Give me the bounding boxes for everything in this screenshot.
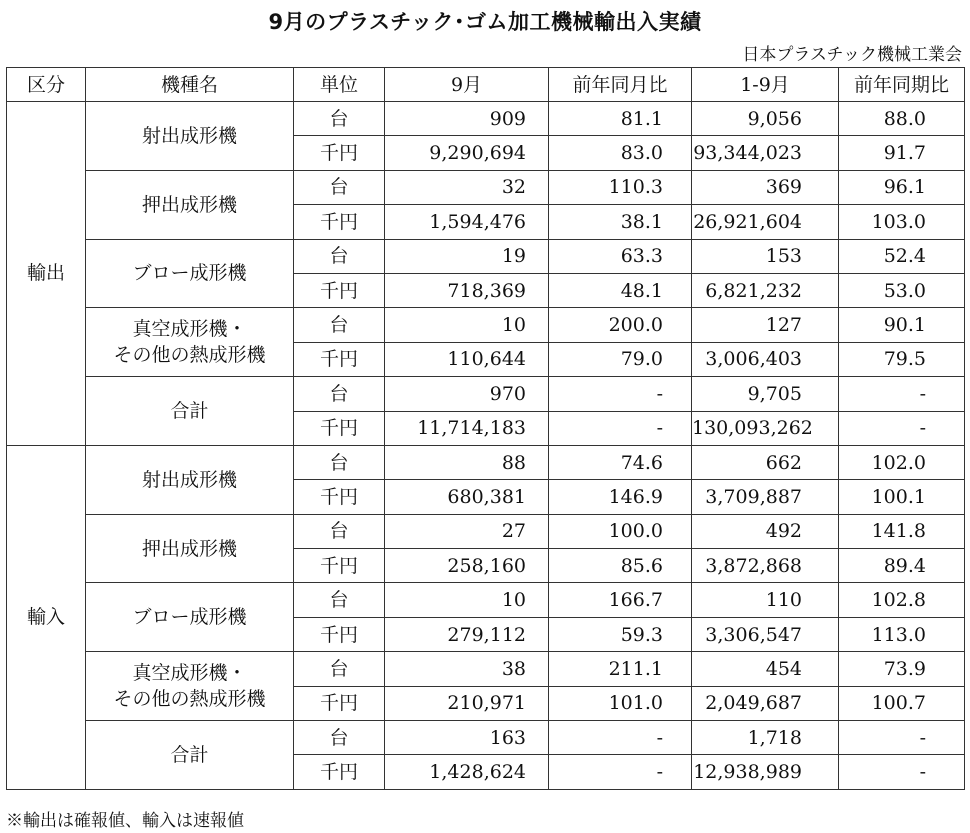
unit-cell: 台 — [294, 583, 385, 617]
yoy-month-value: 101.0 — [549, 686, 692, 720]
jan-sep-value: 369 — [692, 170, 839, 204]
september-value: 680,381 — [385, 480, 549, 514]
yoy-period-value: 102.0 — [839, 445, 965, 479]
september-value: 10 — [385, 583, 549, 617]
jan-sep-value: 26,921,604 — [692, 205, 839, 239]
yoy-period-value: 141.8 — [839, 514, 965, 548]
machine-name-line: 合計 — [170, 400, 209, 423]
yoy-month-value: 83.0 — [549, 136, 692, 170]
jan-sep-value: 153 — [692, 239, 839, 273]
unit-cell: 千円 — [294, 755, 385, 789]
jan-sep-value: 3,872,868 — [692, 549, 839, 583]
section-label: 輸入 — [7, 445, 86, 789]
jan-sep-value: 454 — [692, 652, 839, 686]
september-value: 9,290,694 — [385, 136, 549, 170]
machine-name-line: 合計 — [170, 743, 209, 766]
jan-sep-value: 130,093,262 — [692, 411, 839, 445]
yoy-period-value: 53.0 — [839, 273, 965, 307]
september-value: 110,644 — [385, 342, 549, 376]
september-value: 10 — [385, 308, 549, 342]
september-value: 19 — [385, 239, 549, 273]
unit-cell: 台 — [294, 377, 385, 411]
unit-cell: 千円 — [294, 205, 385, 239]
jan-sep-value: 12,938,989 — [692, 755, 839, 789]
machine-name-cell — [86, 514, 294, 583]
september-value: 279,112 — [385, 617, 549, 651]
unit-cell: 千円 — [294, 411, 385, 445]
unit-cell: 千円 — [294, 480, 385, 514]
header-yoy-month: 前年同月比 — [549, 68, 692, 102]
unit-cell: 千円 — [294, 136, 385, 170]
yoy-period-value: 113.0 — [839, 617, 965, 651]
yoy-period-value: - — [839, 755, 965, 789]
september-value: 163 — [385, 721, 549, 755]
unit-cell: 台 — [294, 652, 385, 686]
unit-cell: 千円 — [294, 549, 385, 583]
yoy-month-value: 166.7 — [549, 583, 692, 617]
machine-name-cell — [86, 308, 294, 377]
unit-cell: 台 — [294, 239, 385, 273]
september-value: 1,594,476 — [385, 205, 549, 239]
machine-name-cell — [86, 377, 294, 446]
september-value: 210,971 — [385, 686, 549, 720]
machine-name-line: その他の熱成形機 — [113, 344, 266, 367]
yoy-month-value: 146.9 — [549, 480, 692, 514]
yoy-month-value: - — [549, 755, 692, 789]
header-machine-type: 機種名 — [86, 68, 294, 102]
jan-sep-value: 9,705 — [692, 377, 839, 411]
jan-sep-value: 110 — [692, 583, 839, 617]
machine-name-cell — [86, 102, 294, 171]
unit-cell: 台 — [294, 445, 385, 479]
jan-sep-value: 3,006,403 — [692, 342, 839, 376]
yoy-period-value: 89.4 — [839, 549, 965, 583]
september-value: 1,428,624 — [385, 755, 549, 789]
september-value: 32 — [385, 170, 549, 204]
yoy-month-value: 110.3 — [549, 170, 692, 204]
yoy-period-value: 103.0 — [839, 205, 965, 239]
table-row — [7, 170, 965, 204]
yoy-period-value: 79.5 — [839, 342, 965, 376]
september-value: 38 — [385, 652, 549, 686]
unit-cell: 台 — [294, 514, 385, 548]
table-row — [7, 583, 965, 617]
unit-cell: 台 — [294, 721, 385, 755]
jan-sep-value: 1,718 — [692, 721, 839, 755]
header-jan-sep: 1-9月 — [692, 68, 839, 102]
jan-sep-value: 3,709,887 — [692, 480, 839, 514]
yoy-period-value: 100.1 — [839, 480, 965, 514]
machine-name-line: ブロー成形機 — [132, 262, 247, 285]
machine-name-cell — [86, 583, 294, 652]
jan-sep-value: 127 — [692, 308, 839, 342]
table-row — [7, 721, 965, 755]
september-value: 909 — [385, 102, 549, 136]
yoy-month-value: 74.6 — [549, 445, 692, 479]
yoy-period-value: 73.9 — [839, 652, 965, 686]
header-september: 9月 — [385, 68, 549, 102]
yoy-period-value: 96.1 — [839, 170, 965, 204]
yoy-month-value: - — [549, 721, 692, 755]
machine-name-line: 真空成形機・ — [132, 318, 247, 341]
machine-name-line: 射出成形機 — [141, 468, 237, 491]
yoy-period-value: - — [839, 411, 965, 445]
machine-name-line: 押出成形機 — [141, 537, 237, 560]
yoy-period-value: 90.1 — [839, 308, 965, 342]
source-label: 日本プラスチック機械工業会 — [742, 45, 962, 65]
unit-cell: 千円 — [294, 686, 385, 720]
yoy-month-value: 59.3 — [549, 617, 692, 651]
yoy-month-value: - — [549, 411, 692, 445]
jan-sep-value: 3,306,547 — [692, 617, 839, 651]
header-row — [7, 68, 965, 102]
yoy-period-value: 88.0 — [839, 102, 965, 136]
table-body — [7, 102, 965, 790]
unit-cell: 台 — [294, 308, 385, 342]
unit-cell: 千円 — [294, 273, 385, 307]
yoy-month-value: 63.3 — [549, 239, 692, 273]
yoy-period-value: 102.8 — [839, 583, 965, 617]
table-row — [7, 102, 965, 136]
jan-sep-value: 2,049,687 — [692, 686, 839, 720]
table-row — [7, 308, 965, 342]
machine-name-cell — [86, 445, 294, 514]
machine-name-cell — [86, 239, 294, 308]
yoy-month-value: 79.0 — [549, 342, 692, 376]
yoy-month-value: 48.1 — [549, 273, 692, 307]
yoy-month-value: 38.1 — [549, 205, 692, 239]
unit-cell: 台 — [294, 102, 385, 136]
yoy-period-value: - — [839, 377, 965, 411]
september-value: 11,714,183 — [385, 411, 549, 445]
september-value: 718,369 — [385, 273, 549, 307]
table-row — [7, 239, 965, 273]
september-value: 258,160 — [385, 549, 549, 583]
footnote: ※輸出は確報値、輸入は速報値 — [6, 811, 244, 831]
header-unit: 単位 — [294, 68, 385, 102]
header-yoy-period: 前年同期比 — [839, 68, 965, 102]
yoy-period-value: 91.7 — [839, 136, 965, 170]
page-title: 9月のプラスチック･ゴム加工機械輸出入実績 — [268, 10, 702, 34]
header-category: 区分 — [7, 68, 86, 102]
machine-name-line: ブロー成形機 — [132, 606, 247, 629]
unit-cell: 千円 — [294, 617, 385, 651]
yoy-month-value: 200.0 — [549, 308, 692, 342]
unit-cell: 千円 — [294, 342, 385, 376]
table-row — [7, 652, 965, 686]
machine-name-line: 押出成形機 — [141, 193, 237, 216]
yoy-month-value: 100.0 — [549, 514, 692, 548]
yoy-month-value: 85.6 — [549, 549, 692, 583]
jan-sep-value: 6,821,232 — [692, 273, 839, 307]
yoy-period-value: 52.4 — [839, 239, 965, 273]
machine-name-cell — [86, 170, 294, 239]
jan-sep-value: 492 — [692, 514, 839, 548]
unit-cell: 台 — [294, 170, 385, 204]
table-row — [7, 445, 965, 479]
yoy-month-value: 211.1 — [549, 652, 692, 686]
yoy-period-value: 100.7 — [839, 686, 965, 720]
september-value: 88 — [385, 445, 549, 479]
table-row — [7, 377, 965, 411]
jan-sep-value: 93,344,023 — [692, 136, 839, 170]
jan-sep-value: 9,056 — [692, 102, 839, 136]
yoy-month-value: - — [549, 377, 692, 411]
yoy-period-value: - — [839, 721, 965, 755]
september-value: 970 — [385, 377, 549, 411]
table-row — [7, 514, 965, 548]
yoy-month-value: 81.1 — [549, 102, 692, 136]
machine-name-line: 射出成形機 — [141, 124, 237, 147]
jan-sep-value: 662 — [692, 445, 839, 479]
machine-name-cell — [86, 721, 294, 790]
section-label: 輸出 — [7, 102, 86, 446]
machine-name-line: 真空成形機・ — [132, 662, 247, 685]
machine-name-line: その他の熱成形機 — [113, 688, 266, 711]
september-value: 27 — [385, 514, 549, 548]
machine-name-cell — [86, 652, 294, 721]
trade-table — [6, 67, 965, 790]
